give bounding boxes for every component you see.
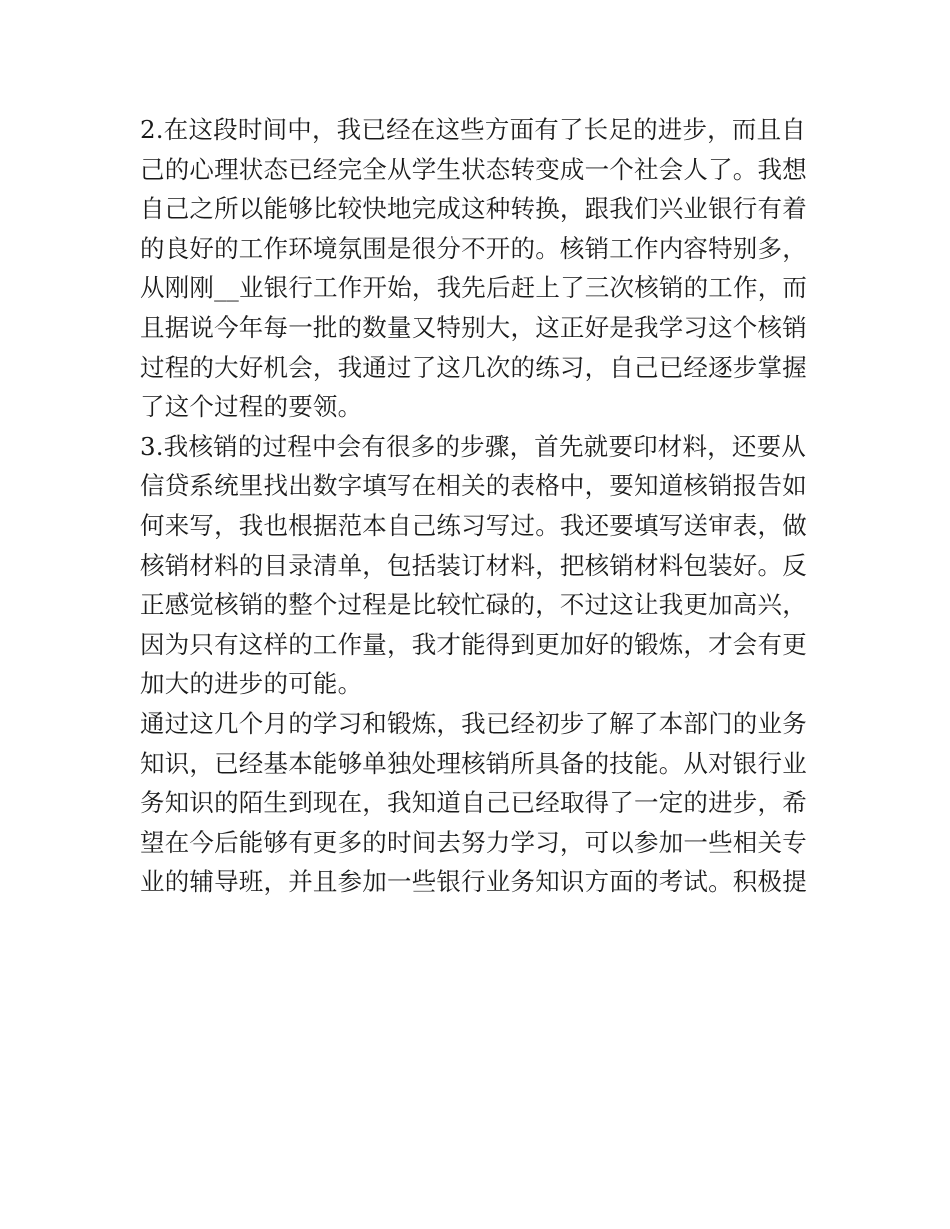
text-line: 从刚刚__业银行工作开始，我先后赶上了三次核销的工作，而: [140, 273, 808, 303]
text-line: 过程的大好机会，我通过了这几次的练习，自己已经逐步掌握: [140, 352, 807, 382]
text-line: 了这个过程的要领。: [140, 392, 363, 422]
text-line: 自己之所以能够比较快地完成这种转换，跟我们兴业银行有着: [140, 194, 807, 224]
text-line: 知识，已经基本能够单独处理核销所具备的技能。从对银行业: [140, 748, 807, 778]
text-line: 务知识的陌生到现在，我知道自己已经取得了一定的进步，希: [140, 788, 807, 818]
text-line: 业的辅导班，并且参加一些银行业务知识方面的考试。积极提: [140, 867, 807, 897]
text-line: 核销材料的目录清单，包括装订材料，把核销材料包装好。反: [140, 550, 807, 580]
text-line: 加大的进步的可能。: [140, 669, 363, 699]
text-line: 望在今后能够有更多的时间去努力学习，可以参加一些相关专: [140, 827, 807, 857]
text-line: 且据说今年每一批的数量又特别大，这正好是我学习这个核销: [140, 312, 807, 342]
text-line: 己的心理状态已经完全从学生状态转变成一个社会人了。我想: [140, 154, 807, 184]
text-line: 正感觉核销的整个过程是比较忙碌的，不过这让我更加高兴，: [140, 590, 807, 620]
text-line: 2.在这段时间中，我已经在这些方面有了长足的进步，而且自: [140, 115, 806, 144]
text-line: 信贷系统里找出数字填写在相关的表格中，要知道核销报告如: [140, 471, 807, 501]
text-line: 何来写，我也根据范本自己练习写过。我还要填写送审表，做: [140, 510, 807, 540]
document-body: [140, 110, 815, 902]
text-line: 通过这几个月的学习和锻炼，我已经初步了解了本部门的业务: [140, 708, 807, 738]
text-line: 因为只有这样的工作量，我才能得到更加好的锻炼，才会有更: [140, 629, 807, 659]
text-line: 3.我核销的过程中会有很多的步骤，首先就要印材料，还要从: [140, 431, 806, 461]
text-line: 的良好的工作环境氛围是很分不开的。核销工作内容特别多，: [140, 233, 807, 263]
